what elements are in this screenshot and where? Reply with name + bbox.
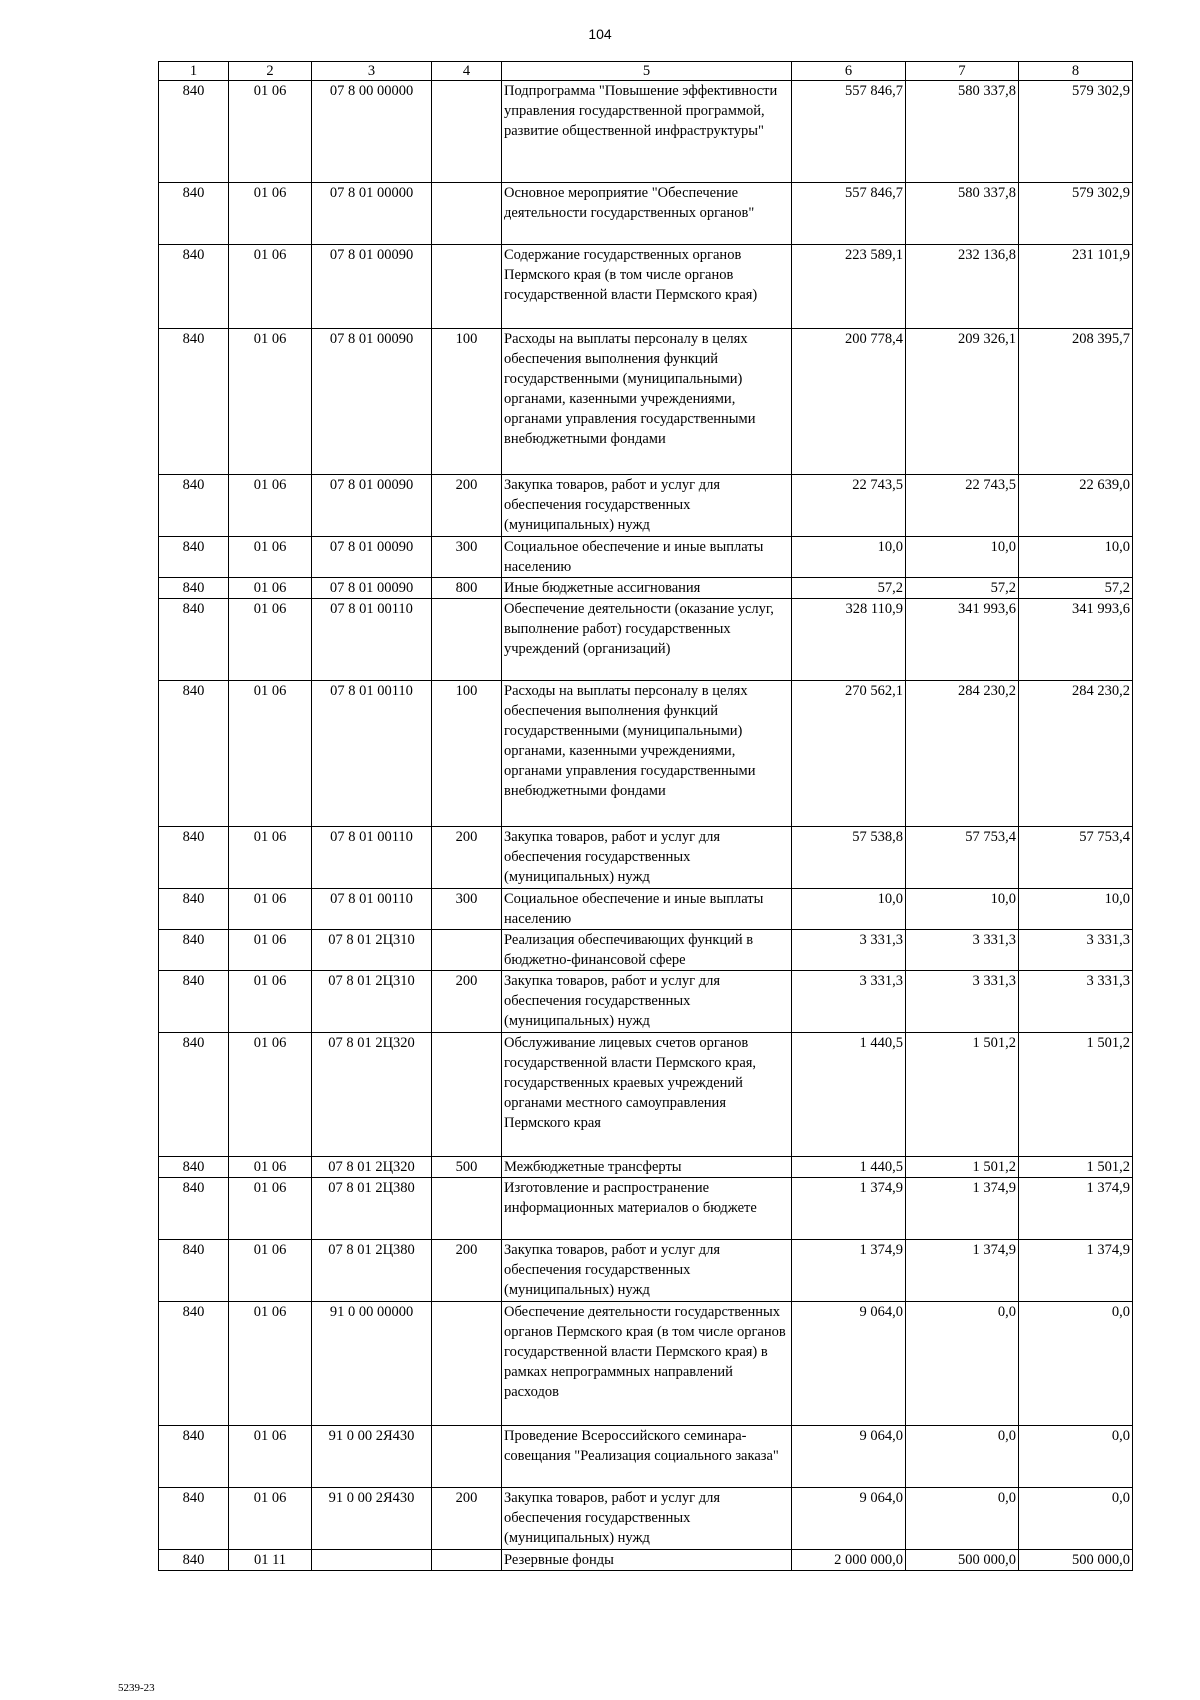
cell-expense-type [432,1033,502,1157]
cell-amount-col8: 208 395,7 [1019,329,1133,475]
page-number: 104 [588,26,612,42]
cell-amount-col6: 557 846,7 [792,81,906,183]
cell-target-article: 07 8 01 2Ц310 [312,971,432,1033]
cell-ministry-code: 840 [159,681,229,827]
cell-amount-col7: 1 374,9 [906,1178,1019,1240]
cell-target-article: 91 0 00 2Я430 [312,1488,432,1550]
cell-name: Закупка товаров, работ и услуг для обеспечения государственных (муниципальных) нужд [502,1240,792,1302]
cell-amount-col7: 0,0 [906,1426,1019,1488]
header-col-2: 2 [229,62,312,81]
cell-amount-col8: 1 501,2 [1019,1157,1133,1178]
cell-amount-col8: 0,0 [1019,1302,1133,1426]
cell-amount-col7: 57 753,4 [906,827,1019,889]
cell-section-code: 01 06 [229,1033,312,1157]
cell-target-article: 07 8 01 00000 [312,183,432,245]
cell-ministry-code: 840 [159,930,229,971]
cell-name: Основное мероприятие "Обеспечение деятельности государственных органов" [502,183,792,245]
cell-amount-col8: 22 639,0 [1019,475,1133,537]
table-row [159,1426,1133,1488]
cell-amount-col8: 1 501,2 [1019,1033,1133,1157]
cell-name: Иные бюджетные ассигнования [502,578,792,599]
cell-amount-col6: 223 589,1 [792,245,906,329]
header-col-7: 7 [906,62,1019,81]
table-row [159,599,1133,681]
cell-target-article: 07 8 01 00090 [312,329,432,475]
cell-ministry-code: 840 [159,1178,229,1240]
table-row [159,537,1133,578]
cell-amount-col8: 500 000,0 [1019,1550,1133,1571]
table-row [159,1550,1133,1571]
cell-name: Резервные фонды [502,1550,792,1571]
table-body [159,81,1133,1571]
cell-ministry-code: 840 [159,889,229,930]
cell-ministry-code: 840 [159,183,229,245]
cell-ministry-code: 840 [159,827,229,889]
table-row [159,245,1133,329]
cell-expense-type [432,245,502,329]
cell-section-code: 01 06 [229,81,312,183]
table-row [159,1157,1133,1178]
cell-target-article: 91 0 00 2Я430 [312,1426,432,1488]
cell-expense-type: 100 [432,681,502,827]
document-code: 5239-23 [118,1682,155,1694]
cell-name: Межбюджетные трансферты [502,1157,792,1178]
cell-name: Проведение Всероссийского семинара-совещания "Реализация социального заказа" [502,1426,792,1488]
cell-target-article: 07 8 01 2Ц320 [312,1033,432,1157]
cell-amount-col7: 10,0 [906,537,1019,578]
cell-name: Закупка товаров, работ и услуг для обеспечения государственных (муниципальных) нужд [502,475,792,537]
header-col-6: 6 [792,62,906,81]
cell-amount-col8: 0,0 [1019,1426,1133,1488]
cell-name: Закупка товаров, работ и услуг для обеспечения государственных (муниципальных) нужд [502,827,792,889]
table-row [159,183,1133,245]
cell-expense-type: 200 [432,1488,502,1550]
cell-ministry-code: 840 [159,537,229,578]
cell-amount-col7: 22 743,5 [906,475,1019,537]
cell-section-code: 01 06 [229,245,312,329]
cell-expense-type: 200 [432,1240,502,1302]
cell-amount-col8: 3 331,3 [1019,930,1133,971]
cell-amount-col6: 270 562,1 [792,681,906,827]
cell-target-article: 07 8 01 00110 [312,889,432,930]
table-row [159,329,1133,475]
cell-amount-col6: 3 331,3 [792,971,906,1033]
cell-ministry-code: 840 [159,475,229,537]
cell-name: Расходы на выплаты персоналу в целях обеспечения выполнения функций государственными (муниципальными) органами, казенными учреждениями, органами управления государственными внебюджетными фондами [502,681,792,827]
table-row [159,930,1133,971]
cell-amount-col8: 3 331,3 [1019,971,1133,1033]
cell-amount-col7: 3 331,3 [906,971,1019,1033]
cell-section-code: 01 06 [229,1488,312,1550]
cell-amount-col6: 22 743,5 [792,475,906,537]
cell-target-article: 07 8 01 2Ц380 [312,1240,432,1302]
cell-target-article: 07 8 01 00090 [312,245,432,329]
cell-amount-col6: 1 374,9 [792,1240,906,1302]
cell-amount-col6: 10,0 [792,537,906,578]
cell-expense-type: 200 [432,827,502,889]
cell-amount-col8: 284 230,2 [1019,681,1133,827]
cell-amount-col6: 3 331,3 [792,930,906,971]
cell-section-code: 01 06 [229,1426,312,1488]
cell-expense-type [432,930,502,971]
table-row [159,1302,1133,1426]
cell-amount-col7: 284 230,2 [906,681,1019,827]
cell-amount-col7: 1 374,9 [906,1240,1019,1302]
cell-expense-type: 200 [432,971,502,1033]
cell-amount-col8: 231 101,9 [1019,245,1133,329]
cell-ministry-code: 840 [159,245,229,329]
cell-ministry-code: 840 [159,971,229,1033]
cell-amount-col8: 1 374,9 [1019,1178,1133,1240]
cell-ministry-code: 840 [159,1550,229,1571]
cell-section-code: 01 11 [229,1550,312,1571]
cell-expense-type [432,1178,502,1240]
cell-expense-type [432,599,502,681]
table-row [159,1240,1133,1302]
cell-amount-col7: 580 337,8 [906,183,1019,245]
cell-amount-col8: 10,0 [1019,889,1133,930]
header-row [159,62,1133,81]
cell-expense-type: 300 [432,537,502,578]
cell-ministry-code: 840 [159,81,229,183]
cell-section-code: 01 06 [229,537,312,578]
table-row [159,681,1133,827]
cell-section-code: 01 06 [229,681,312,827]
header-col-8: 8 [1019,62,1133,81]
budget-table [158,61,1133,1571]
table-row [159,1178,1133,1240]
cell-amount-col6: 57 538,8 [792,827,906,889]
cell-amount-col8: 0,0 [1019,1488,1133,1550]
table-row [159,827,1133,889]
cell-amount-col7: 1 501,2 [906,1033,1019,1157]
cell-amount-col6: 9 064,0 [792,1426,906,1488]
cell-expense-type [432,183,502,245]
cell-target-article: 07 8 01 00110 [312,827,432,889]
cell-name: Расходы на выплаты персоналу в целях обеспечения выполнения функций государственными (муниципальными) органами, казенными учреждениями, органами управления государственными внебюджетными фондами [502,329,792,475]
cell-amount-col8: 57 753,4 [1019,827,1133,889]
cell-target-article: 07 8 01 00110 [312,681,432,827]
cell-section-code: 01 06 [229,889,312,930]
cell-expense-type: 500 [432,1157,502,1178]
cell-section-code: 01 06 [229,1178,312,1240]
cell-target-article: 07 8 01 00090 [312,578,432,599]
cell-amount-col7: 10,0 [906,889,1019,930]
table-row [159,81,1133,183]
cell-target-article: 07 8 01 00110 [312,599,432,681]
cell-ministry-code: 840 [159,329,229,475]
cell-ministry-code: 840 [159,1426,229,1488]
cell-section-code: 01 06 [229,599,312,681]
cell-amount-col6: 2 000 000,0 [792,1550,906,1571]
cell-amount-col7: 580 337,8 [906,81,1019,183]
cell-amount-col6: 1 440,5 [792,1033,906,1157]
cell-name: Обеспечение деятельности (оказание услуг, выполнение работ) государственных учреждений (организаций) [502,599,792,681]
cell-ministry-code: 840 [159,1240,229,1302]
cell-amount-col7: 232 136,8 [906,245,1019,329]
cell-expense-type: 800 [432,578,502,599]
table-row [159,889,1133,930]
cell-section-code: 01 06 [229,1240,312,1302]
cell-section-code: 01 06 [229,1302,312,1426]
cell-expense-type: 200 [432,475,502,537]
cell-target-article: 07 8 00 00000 [312,81,432,183]
cell-expense-type [432,1550,502,1571]
cell-amount-col8: 10,0 [1019,537,1133,578]
cell-amount-col7: 57,2 [906,578,1019,599]
cell-amount-col6: 328 110,9 [792,599,906,681]
table-row [159,1488,1133,1550]
cell-amount-col6: 1 440,5 [792,1157,906,1178]
cell-amount-col8: 1 374,9 [1019,1240,1133,1302]
cell-expense-type [432,1302,502,1426]
cell-name: Обслуживание лицевых счетов органов государственной власти Пермского края, государственных краевых учреждений органами местного самоуправления Пермского края [502,1033,792,1157]
cell-ministry-code: 840 [159,1488,229,1550]
table-row [159,578,1133,599]
cell-amount-col6: 9 064,0 [792,1302,906,1426]
cell-section-code: 01 06 [229,475,312,537]
cell-amount-col6: 57,2 [792,578,906,599]
cell-amount-col7: 209 326,1 [906,329,1019,475]
cell-section-code: 01 06 [229,827,312,889]
cell-amount-col6: 557 846,7 [792,183,906,245]
table-row [159,1033,1133,1157]
cell-name: Реализация обеспечивающих функций в бюджетно-финансовой сфере [502,930,792,971]
cell-name: Изготовление и распространение информационных материалов о бюджете [502,1178,792,1240]
cell-amount-col8: 579 302,9 [1019,183,1133,245]
header-col-4: 4 [432,62,502,81]
cell-target-article: 07 8 01 2Ц320 [312,1157,432,1178]
cell-section-code: 01 06 [229,183,312,245]
cell-section-code: 01 06 [229,930,312,971]
cell-amount-col7: 0,0 [906,1488,1019,1550]
cell-amount-col7: 1 501,2 [906,1157,1019,1178]
cell-amount-col8: 341 993,6 [1019,599,1133,681]
cell-name: Обеспечение деятельности государственных органов Пермского края (в том числе органов государственной власти Пермского края) в рамках непрограммных направлений расходов [502,1302,792,1426]
cell-amount-col6: 200 778,4 [792,329,906,475]
cell-amount-col7: 0,0 [906,1302,1019,1426]
cell-section-code: 01 06 [229,971,312,1033]
cell-target-article: 07 8 01 00090 [312,475,432,537]
cell-expense-type: 300 [432,889,502,930]
table-row [159,475,1133,537]
cell-target-article: 07 8 01 00090 [312,537,432,578]
cell-name: Закупка товаров, работ и услуг для обеспечения государственных (муниципальных) нужд [502,971,792,1033]
cell-name: Закупка товаров, работ и услуг для обеспечения государственных (муниципальных) нужд [502,1488,792,1550]
header-col-5: 5 [502,62,792,81]
cell-expense-type [432,1426,502,1488]
cell-target-article [312,1550,432,1571]
header-col-1: 1 [159,62,229,81]
table-row [159,971,1133,1033]
cell-ministry-code: 840 [159,1302,229,1426]
cell-ministry-code: 840 [159,599,229,681]
cell-target-article: 91 0 00 00000 [312,1302,432,1426]
cell-section-code: 01 06 [229,329,312,475]
cell-amount-col7: 3 331,3 [906,930,1019,971]
cell-amount-col7: 500 000,0 [906,1550,1019,1571]
cell-amount-col6: 1 374,9 [792,1178,906,1240]
cell-target-article: 07 8 01 2Ц380 [312,1178,432,1240]
cell-expense-type [432,81,502,183]
cell-target-article: 07 8 01 2Ц310 [312,930,432,971]
cell-amount-col8: 579 302,9 [1019,81,1133,183]
cell-ministry-code: 840 [159,578,229,599]
header-col-3: 3 [312,62,432,81]
cell-amount-col7: 341 993,6 [906,599,1019,681]
cell-ministry-code: 840 [159,1033,229,1157]
cell-amount-col6: 10,0 [792,889,906,930]
cell-amount-col6: 9 064,0 [792,1488,906,1550]
cell-name: Социальное обеспечение и иные выплаты населению [502,889,792,930]
cell-name: Подпрограмма "Повышение эффективности управления государственной программой, развитие общественной инфраструктуры" [502,81,792,183]
cell-expense-type: 100 [432,329,502,475]
cell-name: Содержание государственных органов Пермского края (в том числе органов государственной власти Пермского края) [502,245,792,329]
cell-section-code: 01 06 [229,578,312,599]
cell-amount-col8: 57,2 [1019,578,1133,599]
cell-section-code: 01 06 [229,1157,312,1178]
cell-name: Социальное обеспечение и иные выплаты населению [502,537,792,578]
cell-ministry-code: 840 [159,1157,229,1178]
